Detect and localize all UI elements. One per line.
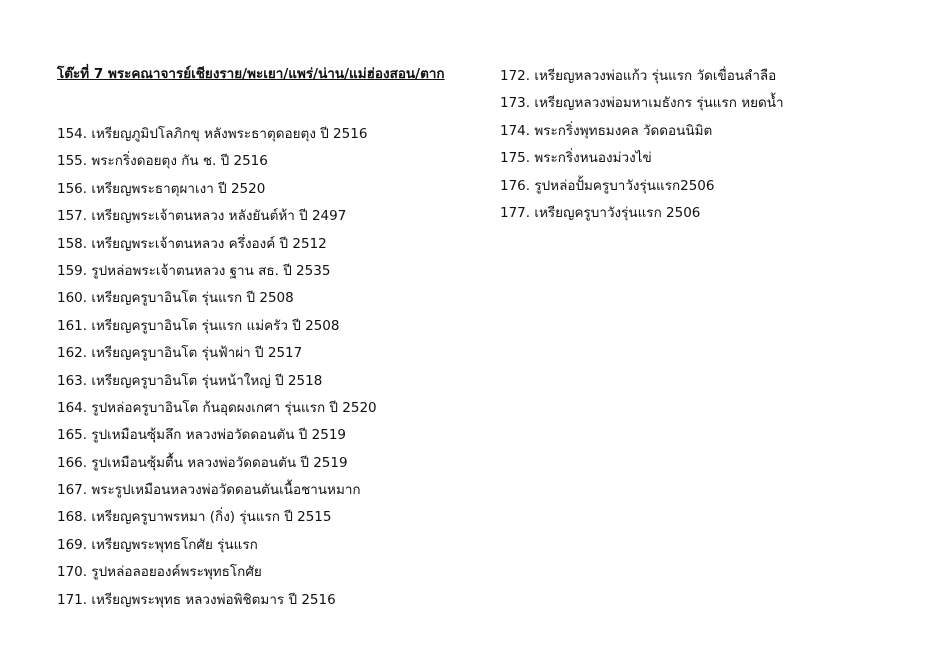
list-item: 158. เหรียญพระเจ้าตนหลวง ครึ่งองค์ ปี 2512 [57, 235, 327, 252]
list-item: 174. พระกริ่งพุทธมงคล วัดดอนนิมิต [500, 122, 713, 139]
list-item: 163. เหรียญครูบาอินโต รุ่นหน้าใหญ่ ปี 2518 [57, 372, 323, 389]
table-heading: โต๊ะที่ 7 พระคณาจารย์เชียงราย/พะเยา/แพร่/น่าน/แม่ฮ่องสอน/ตาก [57, 66, 445, 82]
list-item: 173. เหรียญหลวงพ่อมหาเมธังกร รุ่นแรก หยดน้ำ [500, 95, 784, 112]
list-item: 154. เหรียญภูมิปโลภิกขุ หลังพระธาตุดอยตุง ปี 2516 [57, 126, 368, 142]
left-item-list [57, 123, 377, 616]
list-item: 172. เหรียญหลวงพ่อแก้ว รุ่นแรก วัดเขื่อนลำลือ [500, 68, 777, 84]
list-item: 168. เหรียญครูบาพรหมา (กิ่ง) รุ่นแรก ปี 2515 [57, 509, 332, 526]
list-item: 177. เหรียญครูบาวังรุ่นแรก 2506 [500, 204, 701, 221]
list-item: 170. รูปหล่อลอยองค์พระพุทธโกศัย [57, 564, 262, 581]
list-item: 164. รูปหล่อครูบาอินโต ก้นอุดผงเกศา รุ่นแรก ปี 2520 [57, 399, 377, 416]
list-item: 167. พระรูปเหมือนหลวงพ่อวัดดอนตันเนื้อชานหมาก [57, 482, 361, 499]
list-item: 160. เหรียญครูบาอินโต รุ่นแรก ปี 2508 [57, 290, 294, 307]
list-item: 169. เหรียญพระพุทธโกศัย รุ่นแรก [57, 536, 258, 553]
list-item: 159. รูปหล่อพระเจ้าตนหลวง ฐาน สธ. ปี 2535 [57, 262, 331, 279]
list-item: 161. เหรียญครูบาอินโต รุ่นแรก แม่ครัว ปี 2508 [57, 317, 340, 334]
list-item: 155. พระกริ่งดอยตุง กัน ช. ปี 2516 [57, 153, 268, 170]
list-item: 157. เหรียญพระเจ้าตนหลวง หลังยันต์ห้า ปี 2497 [57, 208, 347, 225]
list-item: 156. เหรียญพระธาตุผาเงา ปี 2520 [57, 180, 266, 197]
right-item-list [500, 65, 784, 229]
list-item: 175. พระกริ่งหนองม่วงไข่ [500, 150, 652, 167]
list-item: 176. รูปหล่อปั้มครูบาวังรุ่นแรก2506 [500, 177, 715, 194]
list-item: 171. เหรียญพระพุทธ หลวงพ่อพิชิตมาร ปี 2516 [57, 591, 336, 608]
list-item: 166. รูปเหมือนซุ้มตื้น หลวงพ่อวัดดอนตัน ปี 2519 [57, 454, 348, 471]
list-item: 165. รูปเหมือนซุ้มลึก หลวงพ่อวัดดอนตัน ปี 2519 [57, 427, 347, 444]
list-item: 162. เหรียญครูบาอินโต รุ่นฟ้าผ่า ปี 2517 [57, 345, 303, 362]
